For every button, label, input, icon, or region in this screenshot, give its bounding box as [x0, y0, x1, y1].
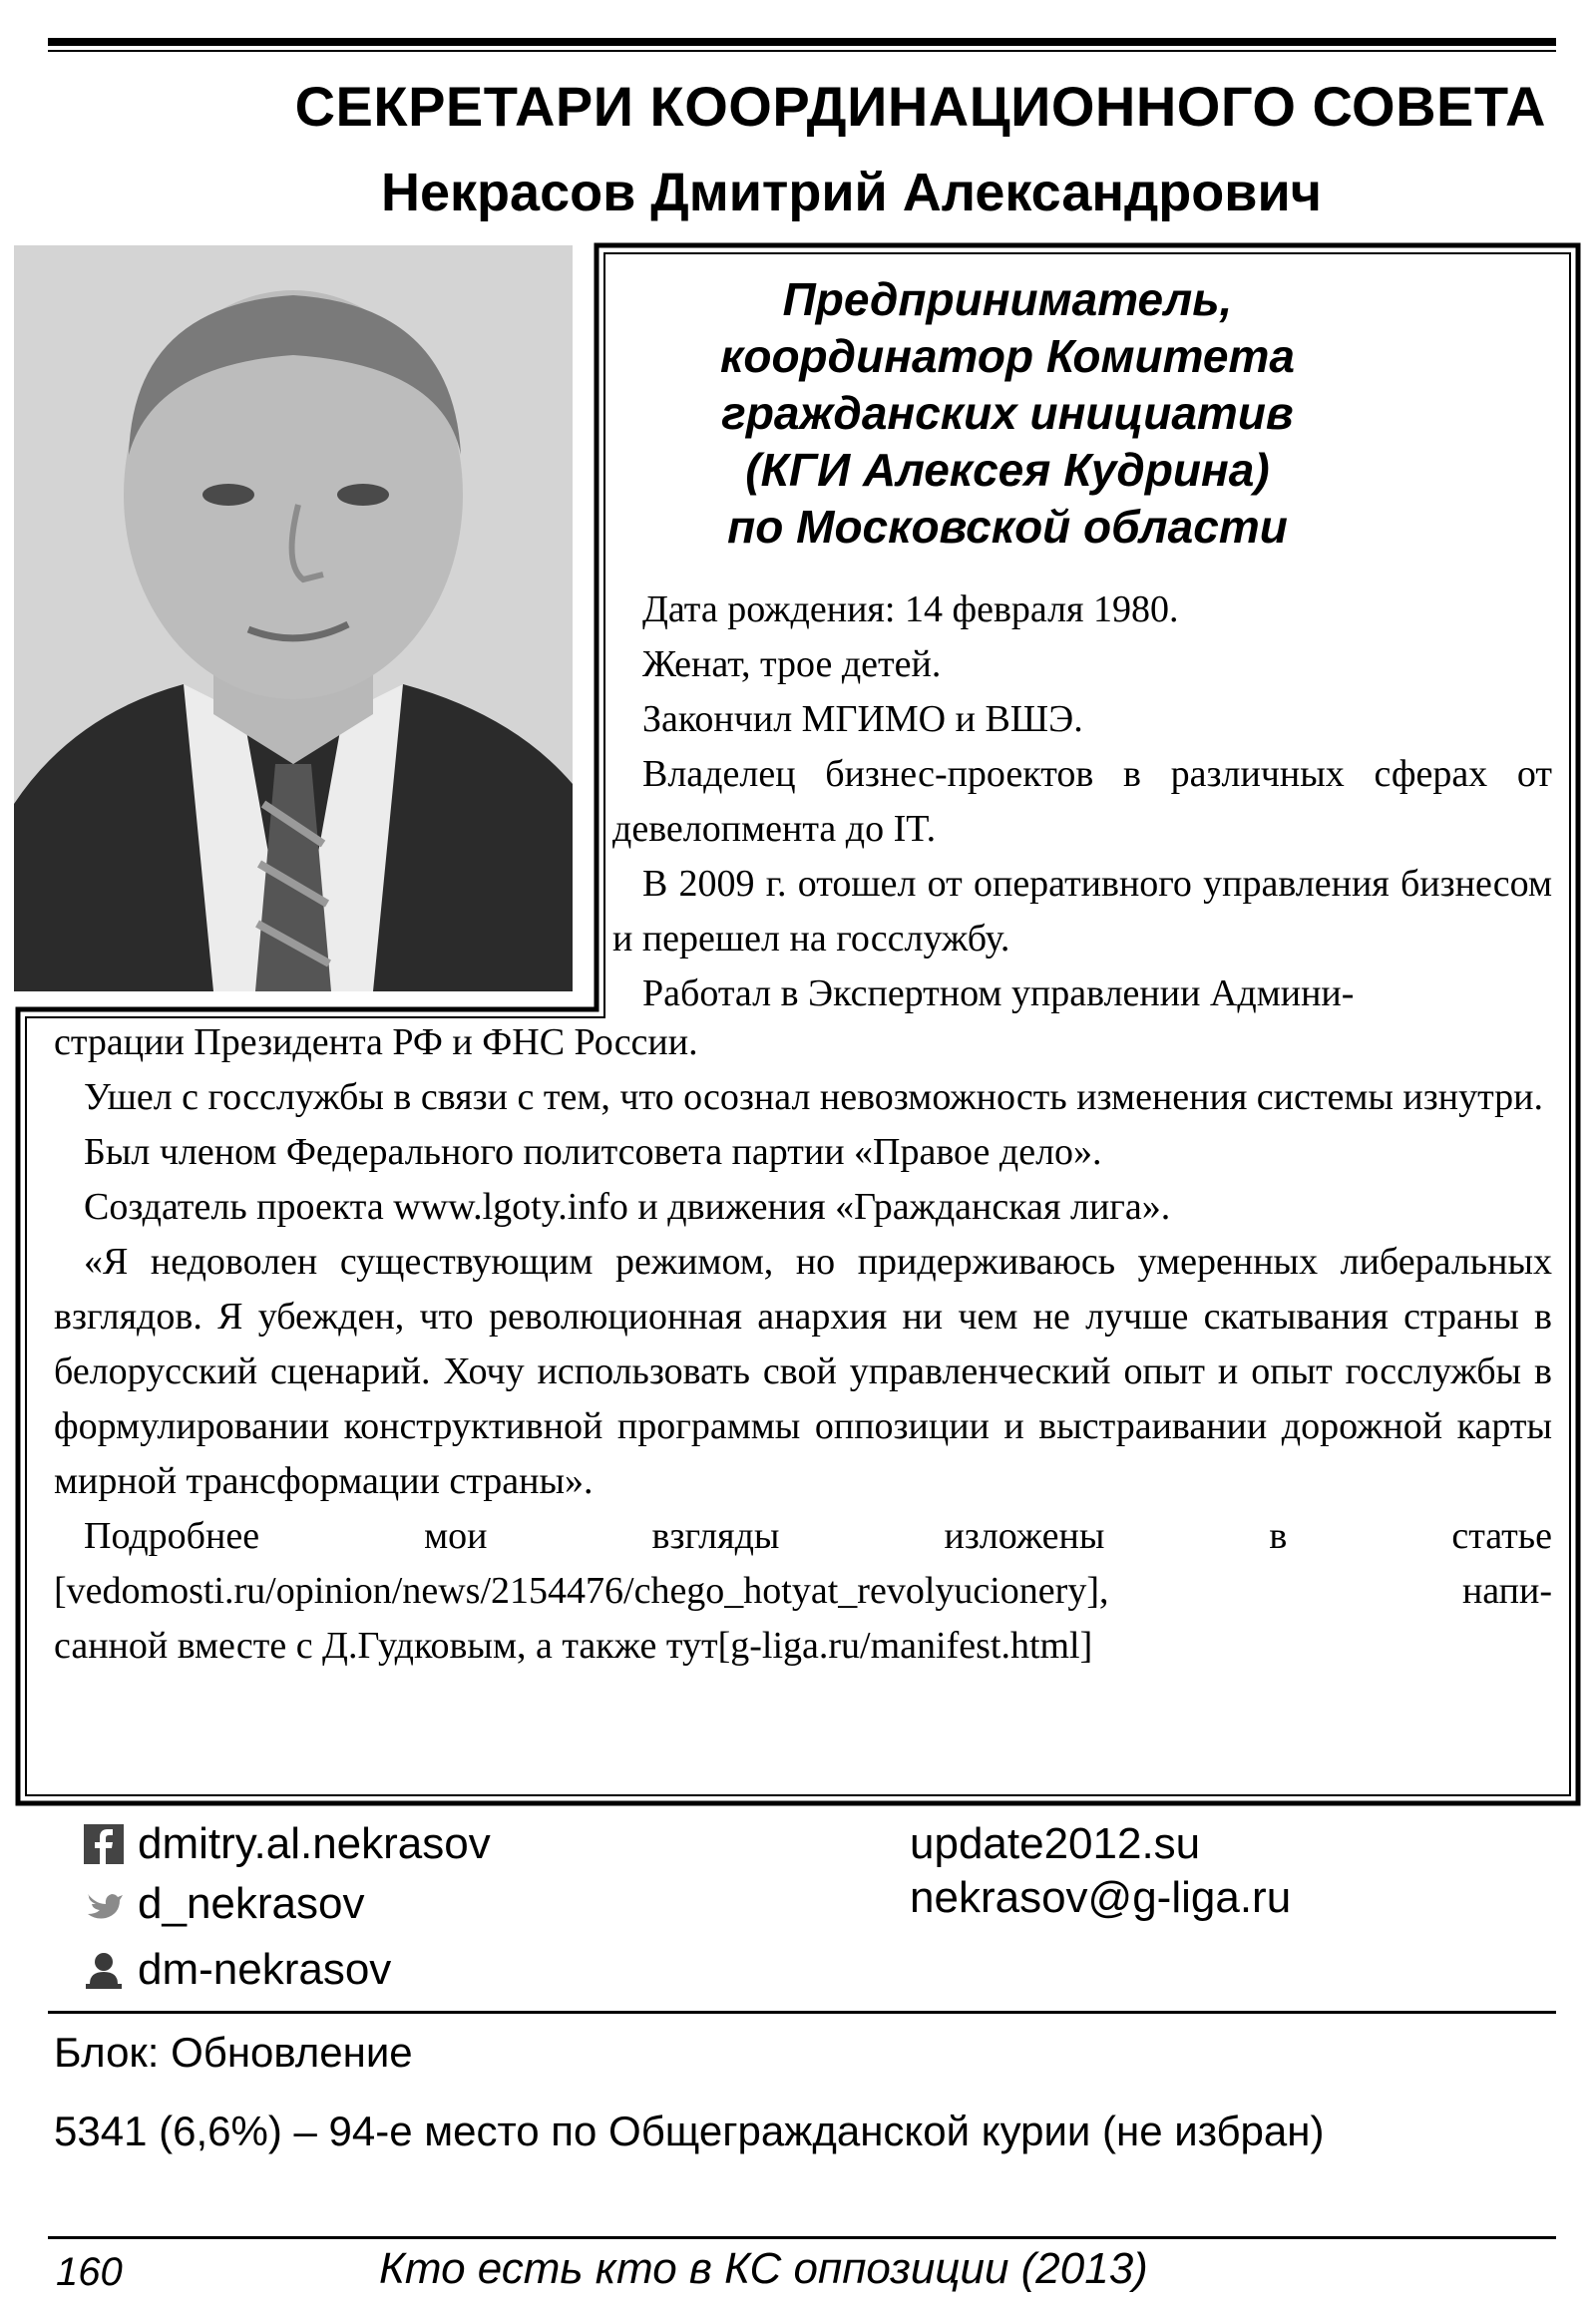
top-rule: [48, 38, 1556, 46]
livejournal-icon: [84, 1950, 124, 1990]
election-block: Блок: Обновление: [54, 2029, 413, 2076]
contact-livejournal[interactable]: [84, 1943, 391, 1997]
contact-email[interactable]: [910, 1871, 1291, 1925]
bottom-rule: [48, 2236, 1556, 2239]
top-rule-thin: [48, 50, 1556, 52]
facebook-handle: dmitry.al.nekrasov: [138, 1819, 491, 1868]
email-link[interactable]: nekrasov@g-liga.ru: [910, 1873, 1292, 1922]
bio-more-line3: санной вместе с Д.Гудковым, а также тут[g-liga.ru/manifest.html]: [54, 1625, 1093, 1667]
twitter-handle: d_nekrasov: [138, 1879, 365, 1928]
position-line: по Московской области: [727, 501, 1288, 553]
position-line: (КГИ Алексея Кудрина): [745, 444, 1270, 496]
bio-family: Женат, трое детей.: [642, 643, 942, 685]
bio-right-column: [612, 582, 1552, 1021]
bio-birth: Дата рождения: 14 февраля 1980.: [642, 588, 1179, 630]
position-title: [618, 271, 1396, 556]
twitter-icon: [84, 1884, 124, 1924]
bio-left-service: Ушел с госслужбы в связи с тем, что осознал невозможность изменения системы изнутри.: [84, 1076, 1543, 1118]
bio-party: Был членом Федерального политсовета партии «Правое дело».: [84, 1131, 1102, 1173]
bio-civil-service: В 2009 г. отошел от оперативного управления бизнесом и перешел на госслужбу.: [612, 863, 1552, 960]
position-line: Предприниматель,: [782, 273, 1233, 325]
person-name: Некрасов Дмитрий Александрович: [381, 163, 1322, 222]
bio-work-part2: страции Президента РФ и ФНС России.: [54, 1021, 698, 1063]
bio-business: Владелец бизнес-проектов в различных сферах от девелопмента до IT.: [612, 753, 1552, 850]
portrait-drawing: [14, 245, 573, 991]
portrait-photo: [14, 245, 573, 991]
contact-website[interactable]: [910, 1817, 1200, 1871]
running-title: Кто есть кто в КС оппозиции (2013): [379, 2244, 1148, 2293]
livejournal-handle: dm-nekrasov: [138, 1945, 392, 1994]
position-line: координатор Комитета: [720, 330, 1295, 382]
election-result: 5341 (6,6%) – 94-е место по Общегражданской курии (не избран): [54, 2108, 1325, 2154]
website-link[interactable]: update2012.su: [910, 1819, 1201, 1868]
bio-education: Закончил МГИМО и ВШЭ.: [642, 698, 1083, 740]
page-number: 160: [56, 2250, 123, 2294]
bio-full-width: [54, 1015, 1552, 1674]
bio-creator: Создатель проекта www.lgoty.info и движения «Гражданская лига».: [84, 1186, 1171, 1228]
facebook-icon: [84, 1824, 124, 1864]
bio-more-line2: [vedomosti.ru/opinion/news/2154476/chego_hotyat_revolyucionery], напи-: [54, 1570, 1552, 1612]
bio-more-line1: Подробнее мои взгляды изложены в статье: [84, 1515, 1552, 1557]
bio-quote: «Я недоволен существующим режимом, но придерживаюсь умеренных либеральных взглядов. Я убежден, что революционная анархия ни чем не лучше скатывания страны в белорусский сценарий. Хочу использовать свой управленческий опыт и опыт госслужбы в формулировании конструктивной программы оппозиции и выстраивании дорожной карты мирной трансформации страны».: [54, 1241, 1552, 1502]
contact-facebook[interactable]: [84, 1817, 491, 1871]
position-line: гражданских инициатив: [721, 387, 1294, 439]
mid-rule: [48, 2011, 1556, 2014]
bio-work-part1: Работал в Экспертном управлении Админи-: [642, 972, 1355, 1014]
section-title: СЕКРЕТАРИ КООРДИНАЦИОННОГО СОВЕТА: [294, 75, 1546, 138]
contact-twitter[interactable]: [84, 1877, 364, 1931]
